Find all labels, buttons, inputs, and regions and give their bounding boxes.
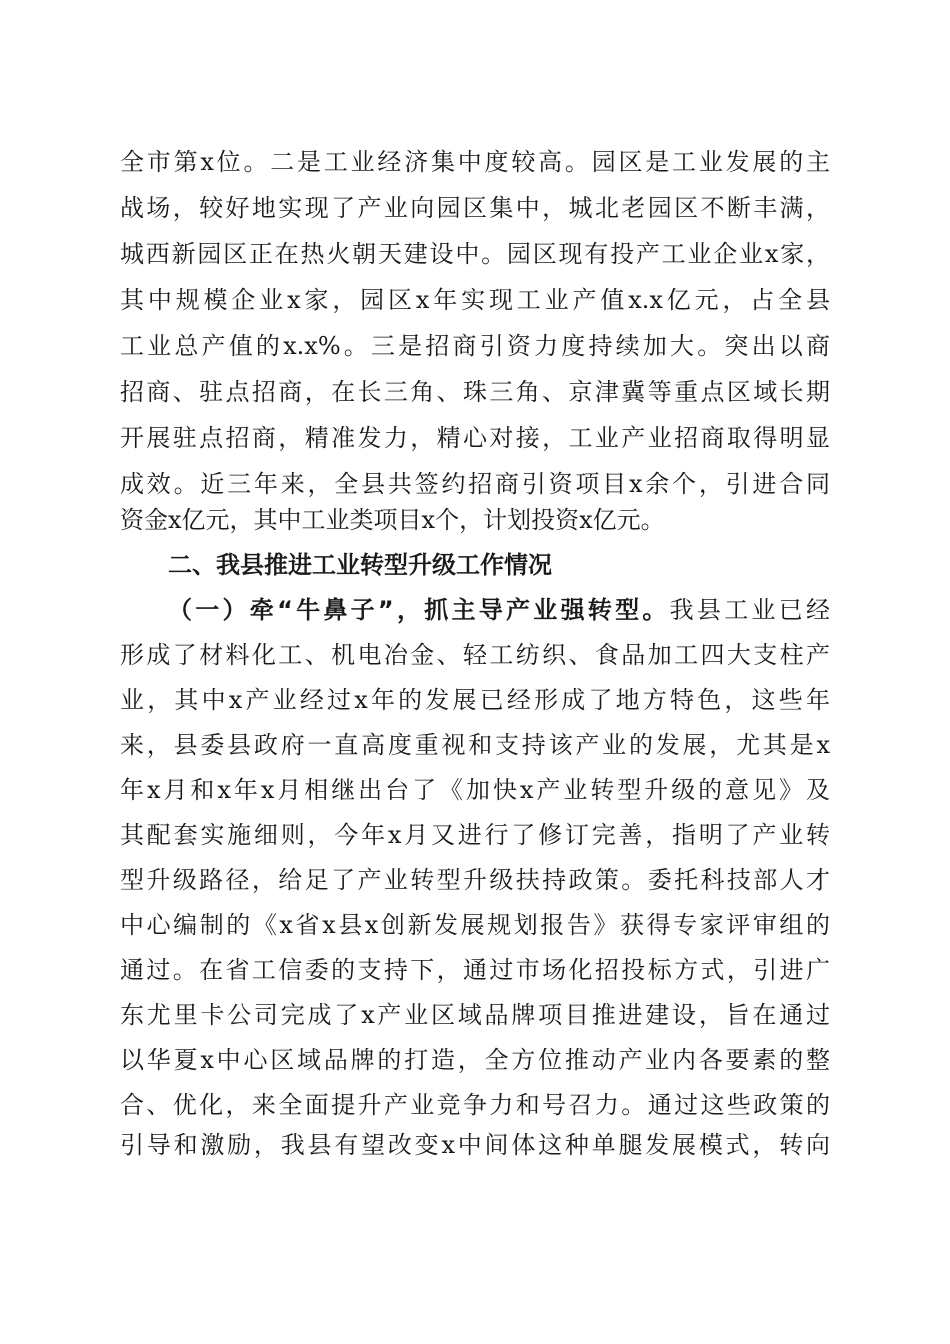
paragraph-line: 成效。近三年来，全县共签约招商引资项目x余个，引进合同 [120,470,830,498]
paragraph-line: 资金x亿元，其中工业类项目x个，计划投资x亿元。 [120,506,665,534]
paragraph-line: 战场，较好地实现了产业向园区集中，城北老园区不断丰满， [120,194,830,222]
paragraph-line: 以华夏x中心区域品牌的打造，全方位推动产业内各要素的整 [120,1046,830,1074]
paragraph-first-line [168,590,830,630]
paragraph-line: 来，县委县政府一直高度重视和支持该产业的发展，尤其是x [120,731,830,759]
subsection-lead: （一）牵“牛鼻子”，抓主导产业强转型。 [168,596,670,624]
paragraph-line: 招商、驻点招商，在长三角、珠三角、京津冀等重点区域长期 [120,378,830,406]
paragraph-line: 型升级路径，给足了产业转型升级扶持政策。委托科技部人才 [120,866,830,894]
paragraph-line: 引导和激励，我县有望改变x中间体这种单腿发展模式，转向 [120,1131,830,1159]
paragraph-line: 全市第x位。二是工业经济集中度较高。园区是工业发展的主 [120,148,830,176]
paragraph-line: 开展驻点招商，精准发力，精心对接，工业产业招商取得明显 [120,424,830,452]
paragraph-line: 业，其中x产业经过x年的发展已经形成了地方特色，这些年 [120,686,830,714]
paragraph-line: 通过。在省工信委的支持下，通过市场化招投标方式，引进广 [120,956,830,984]
paragraph-line: 形成了材料化工、机电冶金、轻工纺织、食品加工四大支柱产 [120,641,830,669]
paragraph-line: 工业总产值的x.x%。三是招商引资力度持续加大。突出以商 [120,332,830,360]
paragraph-line: 中心编制的《x省x县x创新发展规划报告》获得专家评审组的 [120,911,830,939]
paragraph-lead-text: 我县工业已经 [669,596,831,624]
paragraph-line: 其中规模企业x家，园区x年实现工业产值x.x亿元，占全县 [120,286,830,314]
paragraph-line: 其配套实施细则，今年x月又进行了修订完善，指明了产业转 [120,821,830,849]
paragraph-line: 年x月和x年x月相继出台了《加快x产业转型升级的意见》及 [120,776,830,804]
section-heading: 二、我县推进工业转型升级工作情况 [168,551,552,579]
paragraph-line: 城西新园区正在热火朝天建设中。园区现有投产工业企业x家， [120,240,830,268]
paragraph-line: 合、优化，来全面提升产业竞争力和号召力。通过这些政策的 [120,1091,830,1119]
paragraph-line: 东尤里卡公司完成了x产业区域品牌项目推进建设，旨在通过 [120,1001,830,1029]
